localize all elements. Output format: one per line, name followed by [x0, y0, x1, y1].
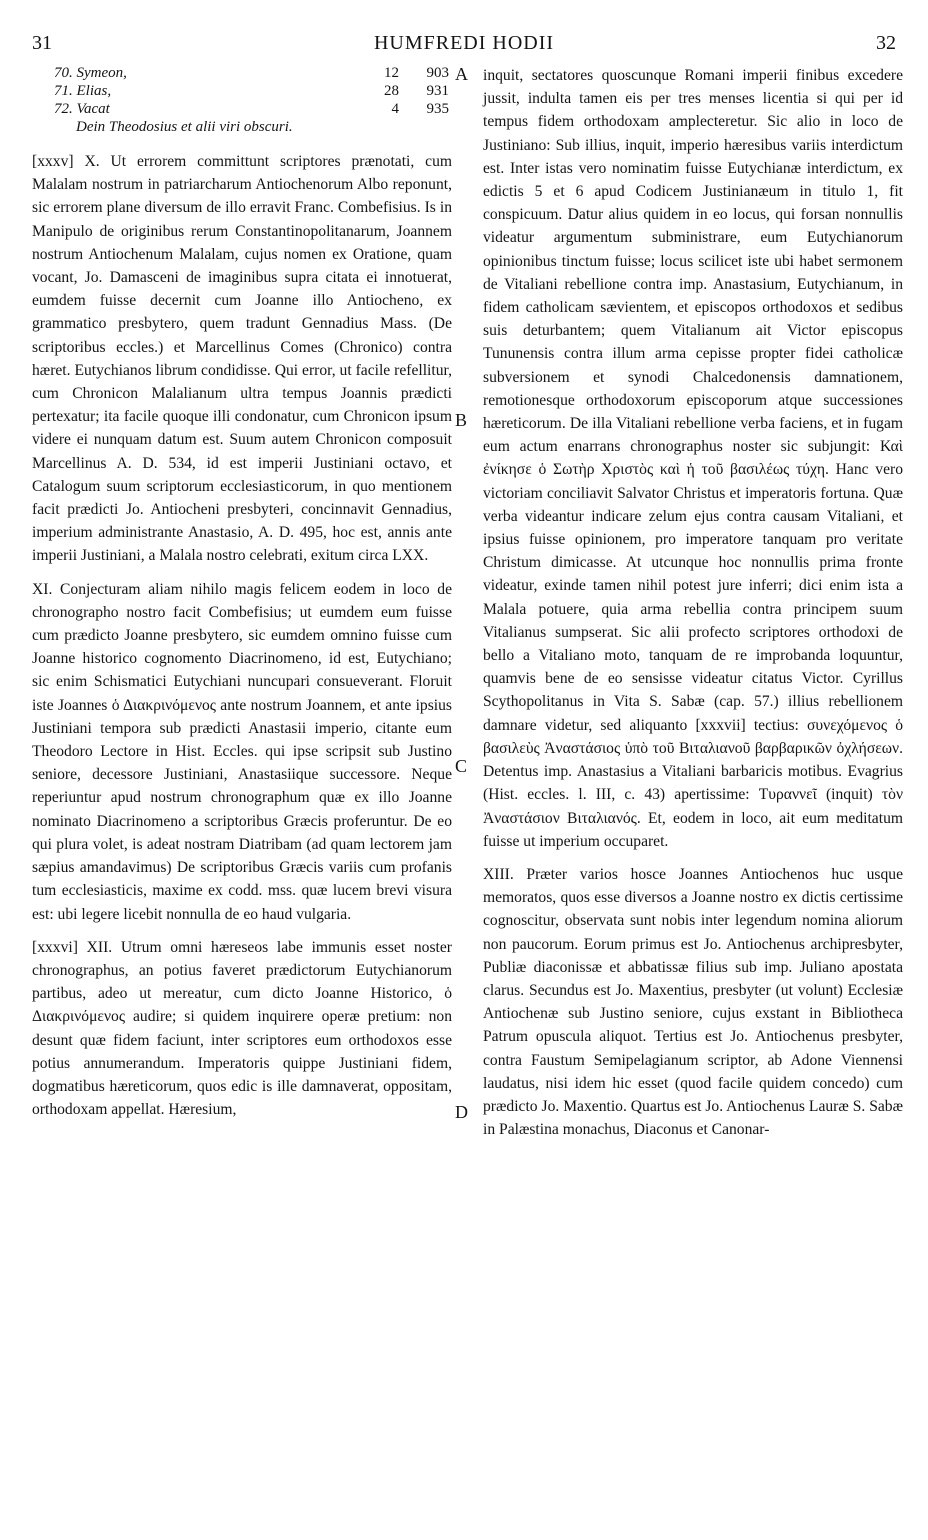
running-title: HUMFREDI HODII: [373, 32, 555, 54]
running-header: [32, 30, 896, 60]
list-name: 72. Vacat: [54, 101, 110, 117]
paragraph-xii-continued: inquit, sectatores quoscunque Romani imperii finibus excedere jussit, indulta tamen eis per tres menses licentia si qui per id tempus fidem orthodoxam amplecteretur. Sic alio in loco de Justiniano: Sub illius, inquit, imperio hæresibus variis interdictum est. Inter istas vero nominatim fuisse Eutychianæ interdictum, ex edictis 5 et 6 apud Codicem Justinianæum in titulo 1, fit conspicuum. Datur alius quidem in eo locus, qui forsan nonnullis videatur argumentum subministrare, eum Eutychianorum opinionibus tinctum fuisse; locus scilicet iste ubi habet sermonem de Vitaliani rebellione contra imp. Anastasium, Eutychianum, in fidem catholicam sævientem, et episcopos orthodoxos et sedibus suis deturbantem; quem Vitalianum ait Victor episcopus Tununensis contra illum arma cepisse propter fidei catholicæ subversionem et synodi Chalcedonensis damnationem, remotionesque orthodoxorum episcoporum atque successiones hæreticorum. De illa Vitaliani rebellione verba faciens, et in fugam eum actum enarrans chronographus noster sic subjungit: Καὶ ἐνίκησε ὁ Σωτὴρ Χριστὸς καὶ ἡ τοῦ βασιλέως τύχη. Hanc vero victoriam conciliavit Salvator Christus et imperatoris fortuna. Quæ verba videantur indicare zelum ejus contra causam Vitaliani, et ipsius fuisse opinionem, pro imperatore tanquam pro veritate Christum dimicasse. At utcunque hoc nonnullis prima fronte videatur, exinde tamen nihil potest jure inferri; dici enim ista a Malala potuere, quia arma rebellia contra principem suum Vitalianus sumpserat. Sic alii profecto scriptores orthodoxi de bello a Vitaliano moto, tanquam de re improbanda loquuntur, quamvis bene de eo sensisse videatur citatus Victor. Cyrillus Scythopolitanus in Vita S. Sabæ (cap. 57.) illius rebellionem damnare videtur, sed aliquanto [xxxvii] tectius: συνεχόμενος ὁ βασιλεὺς Ἀναστάσιος ὑπὸ τοῦ Βιταλιανοῦ βαρβαρικῶν ὀχλήσεων. Detentus imp. Anastasius a Vitaliani barbaricis motibus. Evagrius (Hist. eccles. l. III, c. 43) apertissime: Τυραννεῖ (inquit) τὸν Ἀναστάσιον Βιταλιανός. Et, eodem in loco, ait eum meditatum fuisse ut imperium occuparet.: [483, 67, 903, 850]
list-year: 931: [426, 83, 449, 99]
list-tail: Dein Theodosius et alii viri obscuri.: [76, 119, 293, 135]
list-name: 70. Symeon,: [54, 65, 127, 81]
right-column: [483, 64, 903, 1141]
paragraph-xii: [xxxvi] XII. Utrum omni hæreseos labe immunis esset noster chronographus, an potius faveret prædictorum Eutychianorum partibus, adeo ut mereatur, cum dicto Joanne Historico, ὁ Διακρινόμενος audire; si quidem inquirere operæ pretium: non desunt quæ fidem faciunt, inter scriptores eum orthodoxos esse potius annumerandum. Imperatoris quippe Justiniani fidem, dogmatibus hæreticorum, quos edic is ille damnaverat, oppositam, orthodoxam appellat. Hæresium,: [32, 938, 452, 1119]
section-marker-b: B: [455, 410, 468, 430]
patriarch-list: [32, 64, 452, 136]
list-year: 903: [426, 65, 449, 81]
list-item: [32, 100, 452, 118]
list-name: 71. Elias,: [54, 83, 112, 99]
section-marker-a: A: [455, 64, 468, 84]
left-column: [32, 64, 452, 1121]
list-years: 12: [384, 65, 399, 81]
list-year: 935: [426, 101, 449, 117]
section-marker-c: C: [455, 756, 468, 776]
list-years: 4: [391, 101, 399, 117]
list-years: 28: [384, 83, 399, 99]
section-marker-d: D: [455, 1102, 468, 1122]
paragraph-xi: XI. Conjecturam aliam nihilo magis felicem eodem in loco de chronographo nostro facit Combefisius; ut eumdem eum fuisse cum prædicto Joanne presbytero, sic eumdem omnino fuisse cum Joanne historico cognomento Diacrinomeno, id est, Eutychiano; sic enim Schismatici Eutychiani nuncupari consueverant. Floruit iste Joannes ὁ Διακρινόμενος ante nostrum Joannem, et ante ipsius Justiniani tempora sub prædicti Anastasii imperio, citante eum Theodoro Lectore in Hist. Eccles. qui ipse scripsit sub Justino seniore, decessore Justiniani, Anastasiique successore. Neque reperiuntur apud nostrum chronographum quæ ex illo Joanne nominato Diacrinomeno a scriptoribus Græcis proferuntur. De eo qui plura volet, is adeat nostram Diatribam (ad quam lectorem jam sæpius amandavimus) De scriptoribus Græcis variis cum profanis tum ecclesiasticis, maxime ex codd. mss. quæ lucem brevi visura est: ubi legere licebit nonnulla de eo haud vulgaria.: [32, 580, 452, 923]
list-item: [32, 82, 452, 100]
page-number-left: 31: [32, 32, 52, 54]
paragraph-x: [xxxv] X. Ut errorem committunt scriptores prænotati, cum Malalam nostrum in patriarcharum Antiochenorum Albo reponunt, sic errorem plane diversum de illo erravit Franc. Combefisius. Is in Manipulo de originibus rerum Constantinopolitanarum, Joannem nostrum Antiochenum Malalam, cujus nomen ex Oratione, quam vocant, Jo. Damasceni de imaginibus supra citata ei innotuerat, eumdem fuisse decernit cum Joanne illo Antiocheno, ex grammatico presbytero, quem tradunt Gennadius Mass. (De scriptoribus eccles.) et Marcellinus Comes (Chronico) contra hæret. Eutychianos librum condidisse. Qui error, ut facile refellitur, cum Chronicon Malalianum ultra tempus Joannis prædicti pertexatur; ita facile quoque illi condonatur, cum Chronicon ipsum videre ei nunquam datum est. Suum autem Chronicon composuit Marcellinus A. D. 534, id est imperii Justiniani octavo, et Catalogum suum scriptorum ecclesiasticorum, in quo mentionem facit prædicti Jo. Antiocheni presbyteri, concinnavit Gennadius, imperium administrante Anastasio, A. D. 495, hoc est, annis ante imperii Justiniani, a Malala nostro celebrati, exitum circa LXX.: [32, 153, 452, 565]
page-number-right: 32: [876, 32, 896, 54]
list-item: [32, 64, 452, 82]
paragraph-xiii: XIII. Præter varios hosce Joannes Antiochenos huc usque memoratos, quos esse diversos a Joanne nostro ex dictis certissime cognoscitur, observata sunt nobis inter legendum nomina aliorum non paucorum. Eorum primus est Jo. Antiochenus archipresbyter, Publiæ diaconissæ et abbatissæ filius sub imp. Juliano apostata clarus. Secundus est Jo. Maxentius, presbyter (ut volunt) Ecclesiæ Antiochenæ sub Justino seniore, cujus exstant in Bibliotheca Patrum opuscula aliquot. Tertius est Jo. Antiochenus presbyter, contra Faustum Semipelagianum scriptor, ab Adone Viennensi laudatus, nisi idem hic esset (quod facile quidem concedo) cum prædicto Jo. Maxentio. Quartus est Jo. Antiochenus Lauræ S. Sabæ in Palæstina monachus, Diaconus et Canonar-: [483, 865, 903, 1139]
